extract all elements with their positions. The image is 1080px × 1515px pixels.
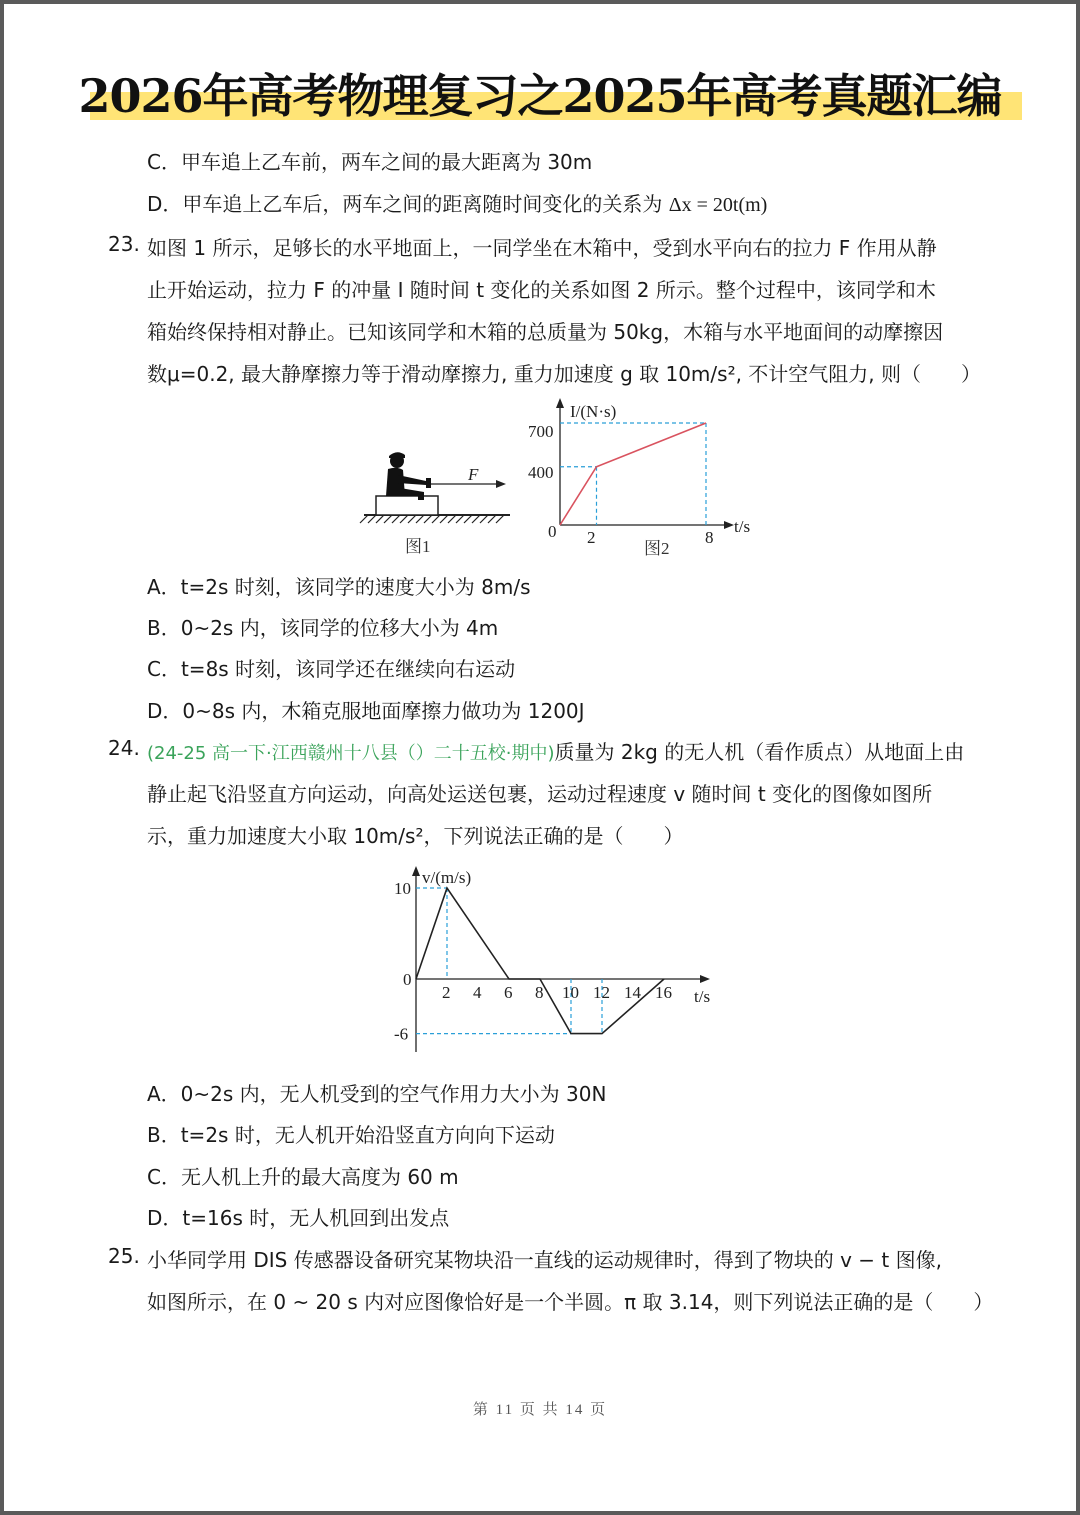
guide-lines: [416, 888, 602, 1034]
impulse-series-line: [560, 423, 706, 525]
x-tick-label-4: 4: [473, 983, 482, 1002]
q24-stem-line3: 示，重力加速度大小取 10m/s²，下列说法正确的是（ ）: [147, 824, 684, 848]
figure-2-impulse-chart: [518, 394, 768, 564]
x-axis-label: t/s: [694, 987, 711, 1006]
q23-option-b: B．0~2s 内，该同学的位移大小为 4m: [147, 616, 499, 640]
y-tick-label-0: 0: [403, 970, 412, 989]
header-banner: [4, 56, 1076, 136]
q22-option-c: C．甲车追上乙车前，两车之间的最大距离为 30m: [147, 150, 593, 174]
q22-option-d-text: D．甲车追上乙车后，两车之间的距离随时间变化的关系为: [147, 192, 669, 216]
q24-source-tag: (24-25 高一下·江西赣州十八县（）二十五校·期中): [147, 743, 555, 764]
q23-stem-line2: 止开始运动，拉力 F 的冲量 I 随时间 t 变化的关系如图 2 所示。整个过程中，该同学和木: [147, 278, 936, 302]
origin-label: 0: [548, 522, 557, 541]
y-tick-label-700: 700: [528, 422, 554, 441]
q22-option-d-formula: Δx = 20t(m): [668, 194, 768, 216]
y-axis-arrow: [556, 398, 564, 408]
x-tick-label-2: 2: [442, 983, 451, 1002]
q23-option-a: A．t=2s 时刻，该同学的速度大小为 8m/s: [147, 575, 531, 599]
fig1-caption: 图1: [405, 537, 431, 554]
document-page: [4, 4, 1076, 1511]
q23-stem-line1: 如图 1 所示，足够长的水平地面上，一同学坐在木箱中，受到水平向右的拉力 F 作用从静: [147, 236, 937, 260]
x-tick-label-8: 8: [705, 528, 714, 547]
force-arrowhead: [496, 480, 506, 488]
q24-number: 24.: [108, 736, 140, 760]
q25-number: 25.: [108, 1244, 140, 1268]
q23-stem-line4: 数μ=0.2, 最大静摩擦力等于滑动摩擦力, 重力加速度 g 取 10m/s², 不计空气阻力, 则（ ）: [147, 362, 982, 386]
figure-1: [358, 442, 518, 554]
velocity-series-line: [416, 888, 664, 1034]
q23-option-c: C．t=8s 时刻，该同学还在继续向右运动: [147, 657, 516, 681]
force-label: F: [468, 465, 479, 484]
q25-stem-line2: 如图所示，在 0 ~ 20 s 内对应图像恰好是一个半圆。π 取 3.14，则下列说法正确的是（ ）: [147, 1290, 994, 1314]
q22-option-d: [147, 188, 767, 217]
x-axis-arrow: [700, 975, 710, 983]
x-tick-label-14: 14: [624, 983, 641, 1002]
y-tick-label-400: 400: [528, 463, 554, 482]
q23-number: 23.: [108, 232, 140, 256]
q23-stem-line3: 箱始终保持相对静止。已知该同学和木箱的总质量为 50kg，木箱与水平地面间的动摩擦因: [147, 320, 944, 344]
q24-option-a: A．0~2s 内，无人机受到的空气作用力大小为 30N: [147, 1082, 607, 1106]
page-title: 2026年高考物理复习之2025年高考真题汇编: [78, 69, 1002, 123]
x-axis-label: t/s: [734, 517, 751, 536]
tick-labels: [394, 879, 672, 1044]
y-axis-label: v/(m/s): [422, 868, 472, 887]
x-tick-label-10: 10: [562, 983, 579, 1002]
student-figure: [386, 452, 431, 500]
y-axis-arrow: [412, 866, 420, 876]
q24-stem-line1: [147, 736, 964, 765]
x-axis-arrow: [724, 521, 734, 529]
x-tick-label-16: 16: [655, 983, 672, 1002]
figure-velocity-chart: [388, 862, 728, 1062]
x-tick-label-8: 8: [535, 983, 544, 1002]
guide-lines: [560, 423, 706, 525]
x-tick-label-2: 2: [587, 528, 596, 547]
q25-stem-line1: 小华同学用 DIS 传感器设备研究某物块沿一直线的运动规律时，得到了物块的 v − t 图像,: [147, 1248, 942, 1272]
y-tick-label-10: 10: [394, 879, 411, 898]
y-axis-label: I/(N·s): [570, 402, 617, 421]
q24-option-c: C．无人机上升的最大高度为 60 m: [147, 1165, 459, 1189]
q23-option-d: D．0~8s 内，木箱克服地面摩擦力做功为 1200J: [147, 699, 585, 723]
q24-option-b: B．t=2s 时，无人机开始沿竖直方向向下运动: [147, 1123, 555, 1147]
y-tick-label--6: -6: [394, 1024, 409, 1044]
ground-hatch: [360, 515, 504, 523]
x-tick-label-6: 6: [504, 983, 513, 1002]
wooden-box: [376, 496, 438, 515]
q24-stem-line2: 静止起飞沿竖直方向运动，向高处运送包裹，运动过程速度 v 随时间 t 变化的图像如图所: [147, 782, 933, 806]
q24-option-d: D．t=16s 时，无人机回到出发点: [147, 1206, 450, 1230]
q24-stem-line1-rest: 质量为 2kg 的无人机（看作质点）从地面上由: [554, 740, 965, 764]
page-footer: 第 11 页 共 14 页: [472, 1402, 608, 1418]
fig2-caption: 图2: [644, 539, 670, 558]
x-tick-label-12: 12: [593, 983, 610, 1002]
